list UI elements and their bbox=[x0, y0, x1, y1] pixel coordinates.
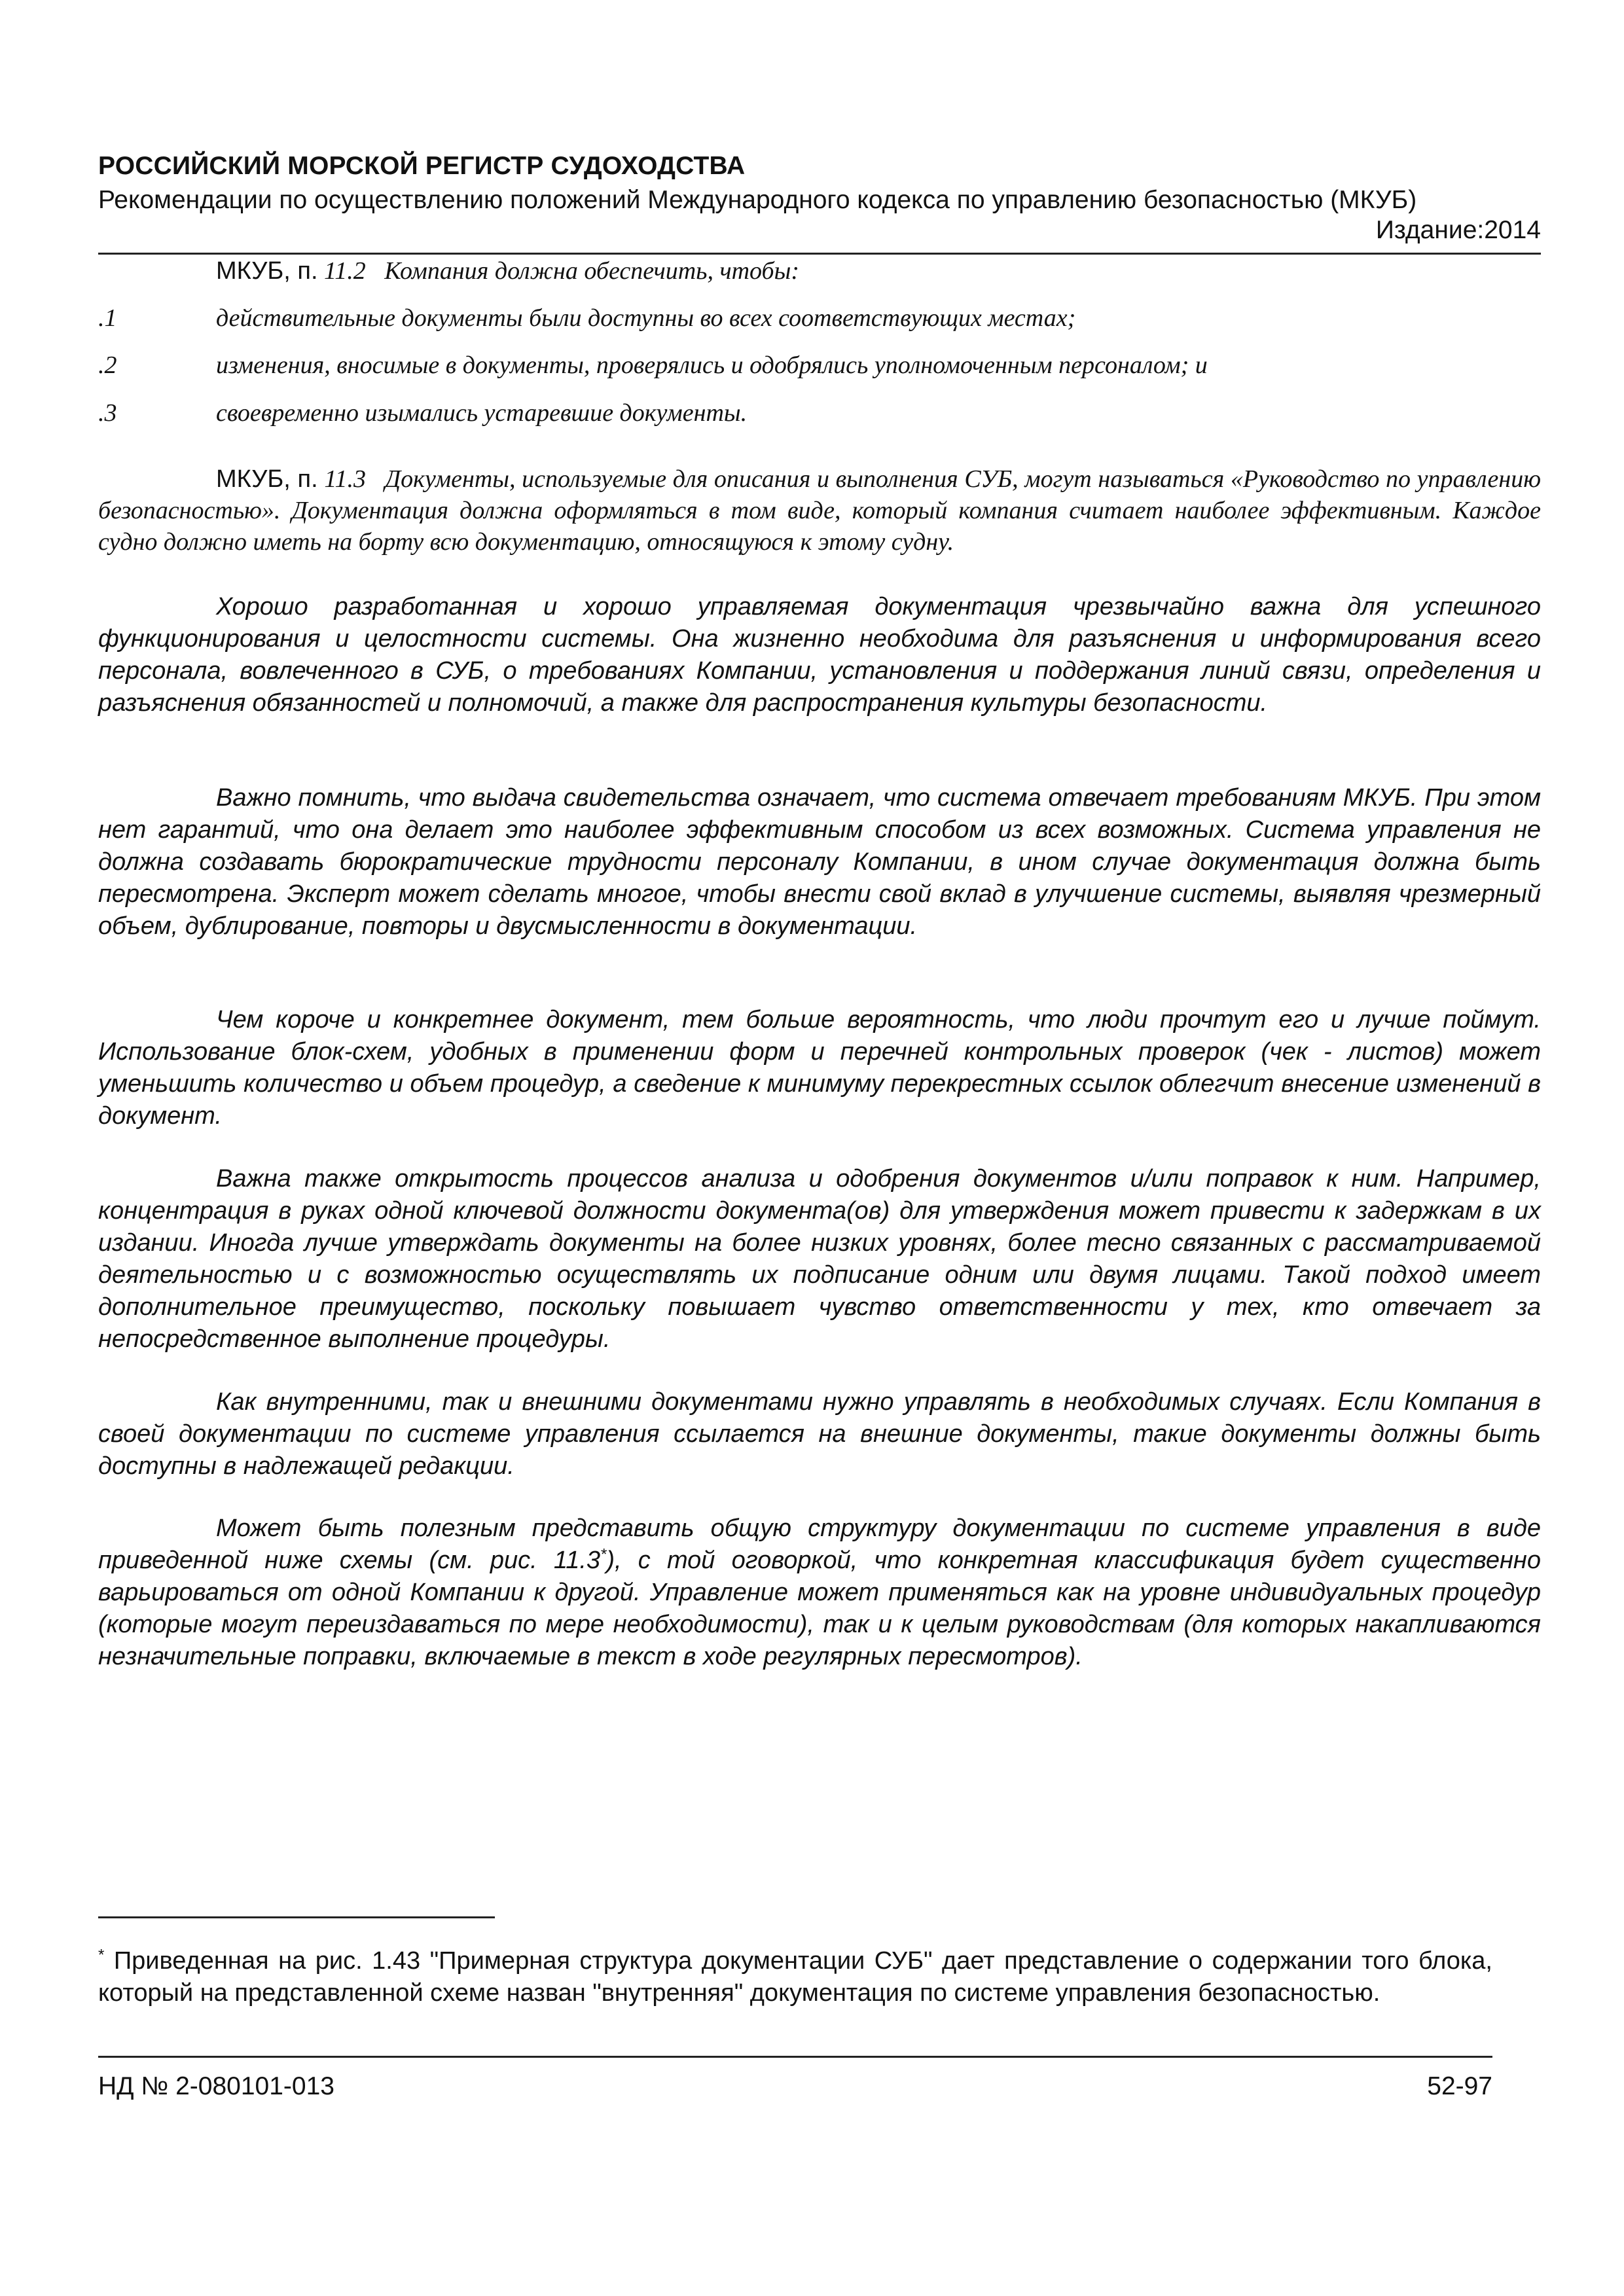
clause-11-2-heading bbox=[216, 257, 799, 285]
body-paragraph: Важна также открытость процессов анализа и одобрения документов и/или поправок к ним. Например, концентрация в руках одной ключевой должности документа(ов) для утверждения может привести к задержкам в их издании. Иногда лучше утверждать документы на более низких уровнях, более тесно связанных с рассматриваемой деятельностью и с возможностью осуществлять их подписание одним или двумя лицами. Такой подход имеет дополнительное преимущество, поскольку повышает чувство ответственности у тех, кто отвечает за непосредственное выполнение процедуры. bbox=[98, 1165, 1541, 1353]
header-divider bbox=[98, 253, 1541, 255]
header-edition: Издание:2014 bbox=[1375, 216, 1541, 244]
document-number: НД № 2-080101-013 bbox=[98, 2072, 334, 2100]
clause-text: Компания должна обеспечить, чтобы: bbox=[384, 257, 800, 285]
footer-divider bbox=[98, 2056, 1492, 2058]
footnote bbox=[98, 1945, 1492, 2009]
footnote-divider bbox=[98, 1916, 495, 1918]
paragraph-text: Может быть полезным представить общую структуру документации по системе управления в виде приведенной ниже схемы (см. рис. 11.3 bbox=[98, 1515, 1541, 1574]
item-text: своевременно изымались устаревшие документы. bbox=[216, 399, 748, 427]
header-organization: РОССИЙСКИЙ МОРСКОЙ РЕГИСТР СУДОХОДСТВА bbox=[98, 152, 746, 180]
item-number: .1 bbox=[98, 304, 117, 332]
body-paragraph: Чем короче и конкретнее документ, тем больше вероятность, что люди прочтут его и лучше поймут. Использование блок-схем, удобных в применении форм и перечней контрольных проверок (чек - листов) может уменьшить количество и объем процедур, а сведение к минимуму перекрестных ссылок облегчит внесение изменений в документ. bbox=[98, 1006, 1541, 1130]
body-paragraph: Важно помнить, что выдача свидетельства означает, что система отвечает требованиям МКУБ. При этом нет гарантий, что она делает это наиболее эффективным способом из всех возможных. Система управления не должна создавать бюрократические трудности персоналу Компании, в ином случае документация должна быть пересмотрена. Эксперт может сделать многое, чтобы внести свой вклад в улучшение системы, выявляя чрезмерный объем, дублирование, повторы и двусмысленности в документации. bbox=[98, 784, 1541, 940]
clause-number: 11.3 bbox=[324, 465, 367, 493]
clause-11-3 bbox=[98, 463, 1541, 558]
clause-text: Документы, используемые для описания и выполнения СУБ, могут называться «Руководство по управлению безопасностью». Документация должна оформляться в том виде, который компания считает наиболее эффективным. Каждое судно должно иметь на борту всю документацию, относящуюся к этому судну. bbox=[98, 465, 1542, 556]
page-number: 52-97 bbox=[1427, 2072, 1492, 2100]
paragraph-text: ), с той оговоркой, что конкретная классификация будет существенно варьироваться от одной Компании к другой. Управление может применяться как на уровне индивидуальных процедур (которые могут переиздаваться по мере необходимости), так и к целым руководствам (для которых накапливаются незначительные поправки, включаемые в текст в ходе регулярных пересмотров). bbox=[98, 1547, 1541, 1670]
clause-number: 11.2 bbox=[324, 257, 366, 285]
clause-ref: МКУБ, п. bbox=[216, 257, 318, 285]
item-number: .2 bbox=[98, 351, 117, 379]
item-text: действительные документы были доступны во всех соответствующих местах; bbox=[216, 304, 1076, 332]
item-text: изменения, вносимые в документы, проверялись и одобрялись уполномоченным персоналом; и bbox=[216, 351, 1208, 379]
footnote-reference[interactable]: * bbox=[600, 1545, 607, 1564]
body-paragraph: Хорошо разработанная и хорошо управляемая документация чрезвычайно важна для успешного функционирования и целостности системы. Она жизненно необходима для разъяснения и информирования всего персонала, вовлеченного в СУБ, о требованиях Компании, установления и поддержания линий связи, определения и разъяснения обязанностей и полномочий, а также для распространения культуры безопасности. bbox=[98, 593, 1541, 717]
footnote-mark: * bbox=[98, 1946, 105, 1964]
body-paragraph-last bbox=[98, 1513, 1541, 1673]
footnote-text: Приведенная на рис. 1.43 "Примерная структура документации СУБ" дает представление о содержании того блока, который на представленной схеме назван "внутренняя" документация по системе управления безопасностью. bbox=[98, 1947, 1492, 2007]
body-paragraph: Как внутренними, так и внешними документами нужно управлять в необходимых случаях. Если Компания в своей документации по системе управления ссылается на внешние документы, такие документы должны быть доступны в надлежащей редакции. bbox=[98, 1388, 1541, 1480]
header-subtitle: Рекомендации по осуществлению положений Международного кодекса по управлению безопасностью (МКУБ) bbox=[98, 186, 1417, 214]
clause-ref: МКУБ, п. bbox=[216, 465, 318, 493]
item-number: .3 bbox=[98, 399, 117, 427]
